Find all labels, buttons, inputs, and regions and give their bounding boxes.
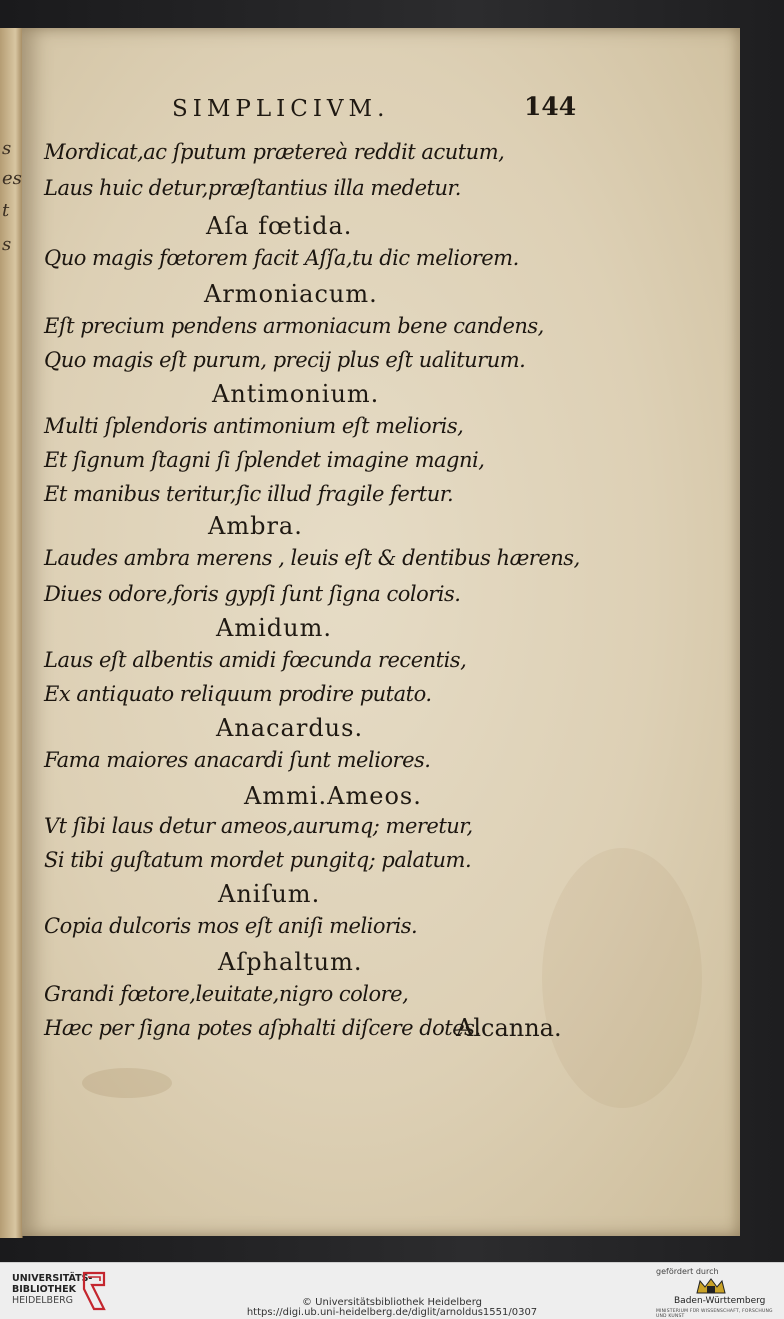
- funder-subtitle: MINISTERIUM FÜR WISSENSCHAFT, FORSCHUNG UND KUNST: [656, 1309, 773, 1319]
- margin-letter: es: [2, 168, 22, 189]
- section-heading: Ambra.: [208, 512, 303, 540]
- verse-line: Laudes ambra merens , leuis eſt & dentibus hærens,: [44, 546, 580, 570]
- book-page: [22, 28, 740, 1236]
- section-heading: Anacardus.: [216, 714, 364, 742]
- library-name-line: HEIDELBERG: [12, 1295, 74, 1306]
- verse-line: Mordicat,ac ſputum prætereà reddit acutum,: [44, 140, 505, 164]
- section-heading: Antimonium.: [212, 380, 380, 408]
- verse-line: Quo magis eſt purum, precij plus eſt ualiturum.: [44, 348, 526, 372]
- running-head: SIMPLICIVM.: [172, 96, 390, 122]
- paper-stain: [82, 1068, 172, 1098]
- verse-line: Multi ſplendoris antimonium eſt melioris,: [44, 414, 464, 438]
- page-header: [22, 92, 740, 136]
- permalink-url[interactable]: https://digi.ub.uni-heidelberg.de/diglit/arnoldus1551/0307: [246, 1307, 538, 1318]
- margin-letter: s: [2, 138, 12, 159]
- verse-line: Eſt precium pendens armoniacum bene candens,: [44, 314, 544, 338]
- section-heading: Aſa fœtida.: [206, 212, 353, 240]
- section-heading: Ammi.Ameos.: [244, 782, 422, 810]
- facing-page-edge: [0, 28, 23, 1238]
- catchword: Alcanna.: [456, 1014, 562, 1042]
- verse-line: Fama maiores anacardi ſunt meliores.: [44, 748, 431, 772]
- verse-line: Diues odore,foris gypſi ſunt ſigna coloris.: [44, 582, 461, 606]
- funder-name[interactable]: Baden-Württemberg: [674, 1296, 766, 1306]
- verse-line: Laus eſt albentis amidi fœcunda recentis,: [44, 648, 467, 672]
- viewer-footer: [0, 1262, 784, 1319]
- baden-wuerttemberg-crest-icon: [694, 1277, 728, 1295]
- verse-line: Ex antiquato reliquum prodire putato.: [44, 682, 432, 706]
- verse-line: Hæc per ſigna potes aſphalti diſcere dotes.: [44, 1016, 481, 1040]
- margin-letter: s: [2, 234, 12, 255]
- verse-line: Vt ſibi laus detur ameos,aurumq; meretur,: [44, 814, 473, 838]
- copyright-notice: © Universitätsbibliothek Heidelberg: [301, 1297, 482, 1308]
- section-heading: Amidum.: [216, 614, 332, 642]
- section-heading: Aniſum.: [218, 880, 321, 908]
- verse-line: Copia dulcoris mos eſt aniſi melioris.: [44, 914, 418, 938]
- library-name-line: BIBLIOTHEK: [12, 1284, 76, 1295]
- verse-line: Si tibi guſtatum mordet pungitq; palatum.: [44, 848, 472, 872]
- paper-stain: [542, 848, 702, 1108]
- section-heading: Armoniacum.: [204, 280, 378, 308]
- verse-line: Quo magis fœtorem facit Aſſa,tu dic meliorem.: [44, 246, 519, 270]
- section-heading: Aſphaltum.: [218, 948, 363, 976]
- library-name-line: UNIVERSITÄTS-: [12, 1273, 93, 1284]
- verse-line: Et manibus teritur,ſic illud fragile fertur.: [44, 482, 454, 506]
- page-number: 144: [524, 92, 577, 121]
- verse-line: Laus huic detur,præſtantius illa medetur.: [44, 176, 461, 200]
- funding-label: gefördert durch: [656, 1267, 719, 1276]
- verse-line: Et ſignum ſtagni ſi ſplendet imagine magni,: [44, 448, 485, 472]
- verse-line: Grandi fœtore,leuitate,nigro colore,: [44, 982, 409, 1006]
- margin-letter: t: [2, 200, 10, 221]
